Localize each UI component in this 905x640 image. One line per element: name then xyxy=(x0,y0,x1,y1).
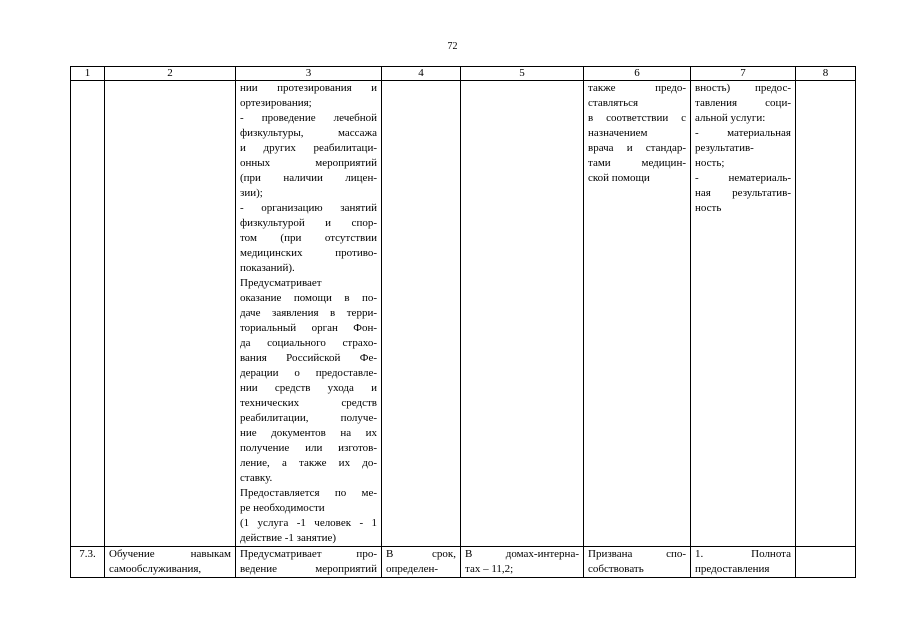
cell-text-line: ортезирования; xyxy=(240,97,312,109)
cell-text-line: да социального страхо- xyxy=(240,337,377,349)
row2-col8-cell xyxy=(796,547,856,578)
cell-text-line: Предусматривает xyxy=(240,277,322,289)
cell-text-line: назначением xyxy=(588,127,648,139)
cell-text-line: реабилитации, получе- xyxy=(240,412,377,424)
header-cell: 3 xyxy=(236,67,382,81)
cell-text-line: ная результатив- xyxy=(695,187,791,199)
cell-text-line: физкультуры, массажа xyxy=(240,127,377,139)
cell-text-line: врача и стандар- xyxy=(588,142,686,154)
row2-num-cell: 7.3. xyxy=(71,547,105,578)
row2-col6-cell xyxy=(584,547,691,578)
cell-text-line: предоставления xyxy=(695,563,770,575)
row1-col5-cell xyxy=(461,81,584,547)
cell-text-line: тах – 11,2; xyxy=(465,563,514,575)
cell-text-line: ние документов на их xyxy=(240,427,377,439)
page-number: 72 xyxy=(447,41,458,52)
cell-text-line: физкультурой и спор- xyxy=(240,217,377,229)
cell-text-line: показаний). xyxy=(240,262,295,274)
cell-text-line: (1 услуга -1 человек - 1 xyxy=(240,517,377,529)
cell-text-line: зии); xyxy=(240,187,263,199)
row1-col3-cell xyxy=(236,81,382,547)
cell-text-line: определен- xyxy=(386,563,439,575)
cell-text-line: - нематериаль- xyxy=(695,172,791,184)
cell-text-line: 1. Полнота xyxy=(695,548,791,560)
row2-col5-cell xyxy=(461,547,584,578)
header-cell: 5 xyxy=(461,67,584,81)
services-table xyxy=(70,66,856,578)
cell-text-line: действие -1 занятие) xyxy=(240,532,337,544)
cell-text-line: онных мероприятий xyxy=(240,157,377,169)
cell-text-line: нии протезирования и xyxy=(240,82,377,94)
header-cell: 8 xyxy=(796,67,856,81)
header-cell: 7 xyxy=(691,67,796,81)
cell-text-line: том (при отсутствии xyxy=(240,232,377,244)
cell-text-line: В домах-интерна- xyxy=(465,548,579,560)
cell-text-line: также предо- xyxy=(588,82,686,94)
cell-text-line: Предусматривает про- xyxy=(240,548,377,560)
cell-text-line: медицинских противо- xyxy=(240,247,377,259)
table-row xyxy=(71,81,856,547)
cell-text-line: ставляться xyxy=(588,97,639,109)
cell-text-line: нии средств ухода и xyxy=(240,382,377,394)
cell-text-line: вность) предос- xyxy=(695,82,791,94)
row1-col7-cell xyxy=(691,81,796,547)
cell-text-line: оказание помощи в по- xyxy=(240,292,377,304)
cell-text-line: Обучение навыкам xyxy=(109,548,231,560)
header-cell: 6 xyxy=(584,67,691,81)
cell-text-line: ность; xyxy=(695,157,725,169)
cell-text-line: технических средств xyxy=(240,397,377,409)
row1-col6-cell xyxy=(584,81,691,547)
table-row xyxy=(71,547,856,578)
cell-text-line: Призвана спо- xyxy=(588,548,686,560)
row2-col7-cell xyxy=(691,547,796,578)
cell-text-line: в соответствии с xyxy=(588,112,686,124)
cell-text-line: ской помощи xyxy=(588,172,650,184)
cell-text-line: альной услуги: xyxy=(695,112,766,124)
cell-text-line: собствовать xyxy=(588,563,644,575)
cell-text-line: ведение мероприятий xyxy=(240,563,377,575)
row1-col4-cell xyxy=(382,81,461,547)
cell-text-line: - организацию занятий xyxy=(240,202,377,214)
header-cell: 4 xyxy=(382,67,461,81)
row1-col1-cell xyxy=(71,81,105,547)
cell-text-line: - материальная xyxy=(695,127,791,139)
row2-col3-cell xyxy=(236,547,382,578)
cell-text-line: ре необходимости xyxy=(240,502,325,514)
header-cell: 2 xyxy=(105,67,236,81)
cell-text-line: - проведение лечебной xyxy=(240,112,377,124)
cell-text-line: дерации о предоставле- xyxy=(240,367,377,379)
cell-text-line: Предоставляется по ме- xyxy=(240,487,377,499)
cell-text-line: В срок, xyxy=(386,548,456,560)
cell-text-line: даче заявления в терри- xyxy=(240,307,377,319)
header-row xyxy=(71,67,856,81)
cell-text-line: тавления соци- xyxy=(695,97,791,109)
cell-text-line: получение или изготов- xyxy=(240,442,377,454)
cell-text-line: ность xyxy=(695,202,722,214)
row1-col8-cell xyxy=(796,81,856,547)
cell-text-line: и других реабилитаци- xyxy=(240,142,377,154)
cell-text-line: (при наличии лицен- xyxy=(240,172,377,184)
cell-text-line: вания Российской Фе- xyxy=(240,352,377,364)
cell-text-line: ление, а также их до- xyxy=(240,457,377,469)
cell-text-line: тами медицин- xyxy=(588,157,686,169)
row1-col2-cell xyxy=(105,81,236,547)
cell-text-line: ставку. xyxy=(240,472,273,484)
header-cell: 1 xyxy=(71,67,105,81)
cell-text-line: самообслуживания, xyxy=(109,563,202,575)
cell-text-line: ториальный орган Фон- xyxy=(240,322,377,334)
row2-col2-cell xyxy=(105,547,236,578)
row2-col4-cell xyxy=(382,547,461,578)
cell-text-line: результатив- xyxy=(695,142,754,154)
